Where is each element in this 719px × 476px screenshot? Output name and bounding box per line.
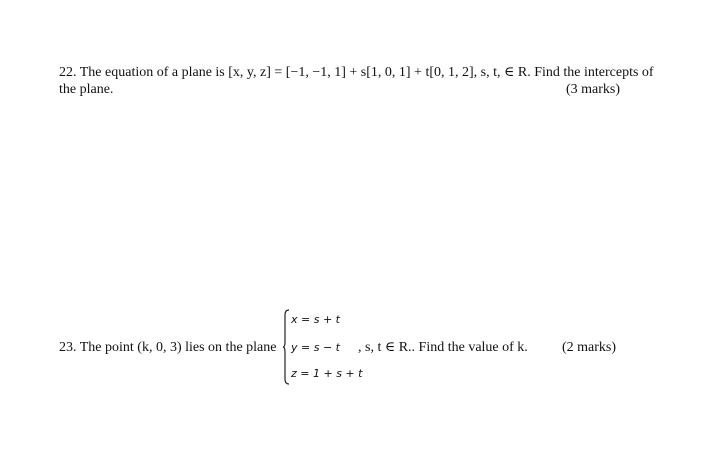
question-23-marks: (2 marks) — [562, 340, 617, 355]
question-22-text-line-2: the plane. — [59, 82, 114, 97]
question-22-text-line-1: 22. The equation of a plane is [x, y, z] = [−1, −1, 1] + s[1, 0, 1] + t[0, 1, 2], s, t, ∈ R. Find the intercepts of — [59, 65, 654, 80]
equation-system-brace — [282, 309, 290, 385]
plane-equation-z: z = 1 + s + t — [291, 367, 363, 380]
question-22-marks: (3 marks) — [566, 82, 621, 97]
question-23-text: 23. The point (k, 0, 3) lies on the plane — [59, 340, 277, 355]
plane-equation-x: x = s + t — [291, 313, 340, 326]
plane-equation-y: y = s − t — [291, 341, 340, 354]
question-23-text-after: , s, t ∈ R.. Find the value of k. — [358, 340, 528, 355]
